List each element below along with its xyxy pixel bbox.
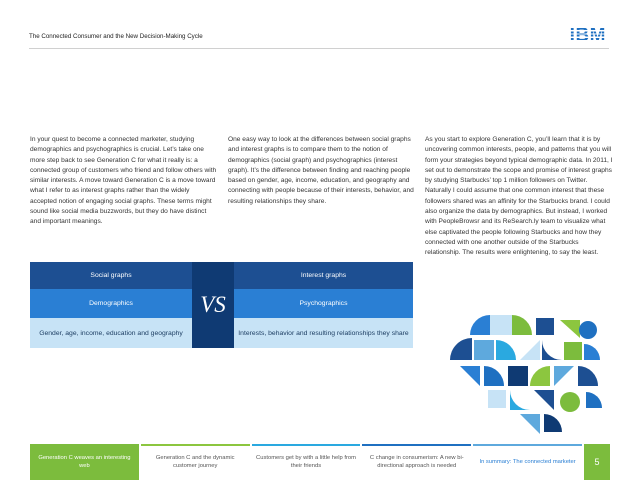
cell-interest-graphs: Interest graphs (234, 262, 413, 289)
paragraph: One easy way to look at the differences between social graphs and interest graphs is to compare them to the notion of demographics (social graph) and psychographics (interest graph). It’s the difference between finding and reaching people based on gender, age, income, education, and geography and connecting with people because of their interests, behavior, and resulting relationships they share. (228, 136, 414, 205)
vs-label: VS (192, 262, 234, 348)
paragraph: As you start to explore Generation C, you’ll learn that it is by uncovering common interests, people, and patterns that you will form your strategies beyond typical demographic data. In 2011, I set out to demonstrate the scope and promise of interest graphs by studying Starbucks’ top 1 million followers on Twitter. Naturally I could assume that one common interest that these followers shared was an affinity for the Starbucks brand. I could also organize the data by demographics. But instead, I worked with PeopleBrowsr and its ReSearch.ly team to visualize what else captivated the people following Starbucks and how they connected with one another outside of the Starbucks relationship. The results were enlightening, to say the least. (425, 136, 613, 257)
header-rule (29, 48, 609, 49)
ibm-logo: IBM (569, 25, 606, 46)
cell-social-graphs: Social graphs (30, 262, 192, 289)
text-column-2 (228, 135, 416, 207)
footer-tab-customers-friends[interactable]: Customers get by with a little help from their friends (252, 444, 361, 480)
document-title: The Connected Consumer and the New Decision-Making Cycle (29, 33, 203, 40)
page-number: 5 (584, 444, 610, 480)
cell-demographics: Demographics (30, 289, 192, 318)
paragraph: In your quest to become a connected marketer, studying demographics and psychographics is crucial. Let’s take one more step back to see Generation C for what it really is: a connected group of customers who friend and follow others with similar interests. A move toward Generation C is a move toward what I refer to as interest graphs rather than the widely accepted notion of engaging social graphs. These terms might sound like social media buzzwords, but they do have distinct and important meanings. (30, 136, 217, 226)
footer-navigation (30, 444, 610, 480)
footer-tab-customer-journey[interactable]: Generation C and the dynamic customer journey (141, 444, 250, 480)
cell-psychographics-detail: Interests, behavior and resulting relationships they share (234, 318, 413, 348)
cell-demographics-detail: Gender, age, income, education and geography (30, 318, 192, 348)
decorative-geometric-art (430, 310, 610, 440)
cell-psychographics: Psychographics (234, 289, 413, 318)
footer-tab-generation-c-web[interactable]: Generation C weaves an interesting web (30, 444, 139, 480)
footer-tab-in-summary[interactable]: In summary: The connected marketer (473, 444, 582, 480)
text-column-1 (30, 135, 218, 228)
text-column-3 (425, 135, 615, 259)
footer-tab-c-change[interactable]: C change in consumerism: A new bi-directional approach is needed (362, 444, 471, 480)
